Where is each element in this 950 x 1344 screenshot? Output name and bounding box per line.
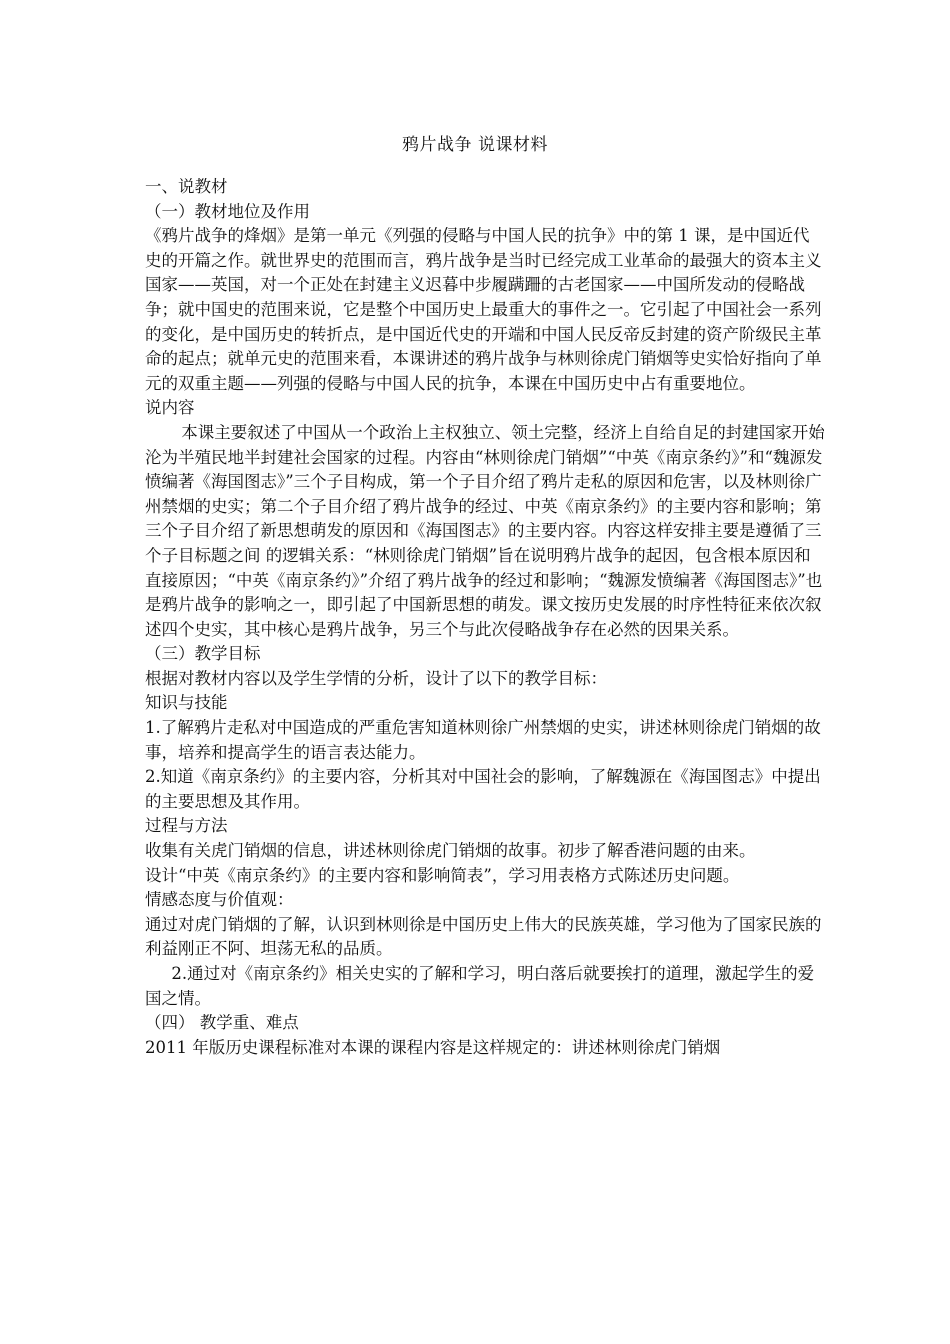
subheading-knowledge-skills: 知识与技能 [145, 693, 228, 713]
paragraph-textbook-position: 《鸦片战争的烽烟》是第一单元《列强的侵略与中国人民的抗争》中的第 1 课，是中国近代史的开篇之作。就世界史的范围而言，鸦片战争是当时已经完成工业革命的最强大的资本主义国家——英国，对一个正处在封建主义迟暮中步履蹒跚的古老国家——中国所发动的侵略战争；就中国史的范围来说，它是整个中国历史上最重大的事件之一。它引起了中国社会一系列的变化，是中国历史的转折点，是中国近代史的开端和中国人民反帝反封建的资产阶级民主革命的起点；就单元史的范围来看，本课讲述的鸦片战争与林则徐虎门销烟等史实恰好指向了单元的双重主题——列强的侵略与中国人民的抗争，本课在中国历史中占有重要地位。 [145, 226, 822, 393]
subheading-teaching-goals: （三）教学目标 [145, 644, 261, 664]
paragraph-knowledge-2: 2.知道《南京条约》的主要内容，分析其对中国社会的影响，了解魏源在《海国图志》中提出的主要思想及其作用。 [145, 767, 821, 811]
paragraph-curriculum-standard: 2011 年版历史课程标准对本课的课程内容是这样规定的：讲述林则徐虎门销烟 [145, 1037, 721, 1057]
subheading-content: 说内容 [145, 398, 195, 418]
subheading-key-points: （四） 教学重、难点 [145, 1013, 299, 1033]
paragraph-knowledge-1: 1.了解鸦片走私对中国造成的严重危害知道林则徐广州禁烟的史实，讲述林则徐虎门销烟的故事，培养和提高学生的语言表达能力。 [145, 718, 821, 762]
subheading-emotion-values: 情感态度与价值观： [145, 890, 294, 910]
paragraph-process-2: 设计“中英《南京条约》的主要内容和影响简表”，学习用表格方式陈述历史问题。 [145, 865, 740, 885]
paragraph-goals-intro: 根据对教材内容以及学生学情的分析，设计了以下的教学目标： [145, 668, 607, 688]
document-title: 鸦片战争 说课材料 [402, 135, 548, 155]
paragraph-process-1: 收集有关虎门销烟的信息，讲述林则徐虎门销烟的故事。初步了解香港问题的由来。 [145, 841, 756, 861]
subheading-textbook-position: （一）教材地位及作用 [145, 201, 310, 221]
paragraph-emotion-2: 2.通过对《南京条约》相关史实的了解和学习，明白落后就要挨打的道理，激起学生的爱国之情。 [145, 964, 815, 1008]
subheading-process-method: 过程与方法 [145, 816, 228, 836]
heading-section-1: 一、说教材 [145, 177, 228, 196]
paragraph-emotion-1: 通过对虎门销烟的了解，认识到林则徐是中国历史上伟大的民族英雄，学习他为了国家民族的利益刚正不阿、坦荡无私的品质。 [145, 914, 822, 959]
paragraph-content: 本课主要叙述了中国从一个政治上主权独立、领土完整，经济上自给自足的封建国家开始沦为半殖民地半封建社会国家的过程。内容由“林则徐虎门销烟”“中英《南京条约》”和“魏源发愤编著《海国图志》”三个子目构成，第一个子目介绍了鸦片走私的原因和危害，以及林则徐广州禁烟的史实；第二个子目介绍了鸦片战争的经过、中英《南京条约》的主要内容和影响；第三个子目介绍了新思想萌发的原因和《海国图志》的主要内容。内容这样安排主要是遵循了三个子目标题之间 的逻辑关系：“林则徐虎门销烟”旨在说明鸦片战争的起因，包含根本原因和直接原因；“中英《南京条约》”介绍了鸦片战争的经过和影响；“魏源发愤编著《海国图志》”也是鸦片战争的影响之一，即引起了中国新思想的萌发。课文按历史发展的时序性特征来依次叙述四个史实，其中核心是鸦片战争，另三个与此次侵略战争存在必然的因果关系。 [145, 422, 825, 639]
document-body [145, 175, 825, 1060]
